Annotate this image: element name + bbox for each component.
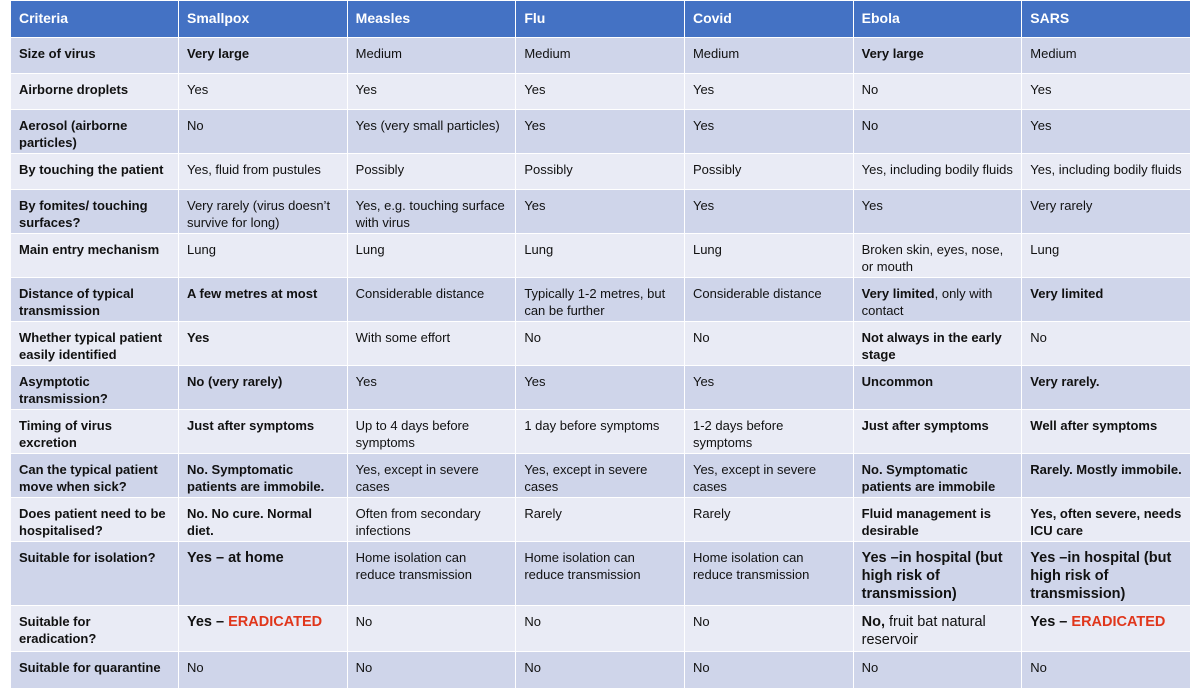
cell-text: No (187, 118, 204, 133)
table-header (11, 1, 1191, 38)
cell-smallpox (179, 322, 348, 366)
cell-measles (347, 74, 516, 110)
cell-measles (347, 322, 516, 366)
cell-measles (347, 542, 516, 606)
criteria-cell: Suitable for quarantine (11, 652, 179, 689)
cell-text: Home isolation can reduce transmission (692, 550, 810, 582)
cell-flu (516, 410, 685, 454)
cell-ebola (853, 542, 1022, 606)
header-ebola: Ebola (853, 1, 1022, 38)
cell-text: Medium (355, 46, 402, 61)
cell-text: Yes – (1030, 614, 1072, 630)
cell-text: No (1030, 330, 1047, 345)
cell-text: Lung (1030, 242, 1060, 257)
table-row (11, 154, 1191, 190)
cell-text: Yes (692, 198, 715, 213)
criteria-cell: Size of virus (11, 38, 179, 74)
cell-text: Yes (1030, 82, 1052, 97)
cell-text: No. Symptomatic patients are immobile (861, 462, 996, 494)
cell-ebola (853, 38, 1022, 74)
cell-text: Home isolation can reduce transmission (524, 550, 641, 582)
cell-ebola (853, 234, 1022, 278)
cell-text: Yes, except in severe cases (524, 462, 648, 494)
criteria-cell: Does patient need to be hospitalised? (11, 498, 179, 542)
cell-covid (684, 542, 853, 606)
cell-text: Lung (692, 242, 722, 257)
cell-covid (684, 366, 853, 410)
cell-text: Yes –in hospital (but high risk of transmission) (861, 550, 1003, 602)
comparison-table-container (10, 0, 1190, 689)
criteria-cell: Main entry mechanism (11, 234, 179, 278)
cell-smallpox (179, 606, 348, 652)
cell-sars (1022, 74, 1191, 110)
cell-sars (1022, 542, 1191, 606)
criteria-cell: Whether typical patient easily identified (11, 322, 179, 366)
header-criteria: Criteria (11, 1, 179, 38)
cell-sars (1022, 234, 1191, 278)
criteria-cell: Can the typical patient move when sick? (11, 454, 179, 498)
cell-measles (347, 38, 516, 74)
header-measles: Measles (347, 1, 516, 38)
cell-text: No (524, 614, 541, 629)
cell-text: Medium (524, 46, 571, 61)
cell-text: Medium (1030, 46, 1077, 61)
cell-measles (347, 606, 516, 652)
cell-ebola (853, 454, 1022, 498)
cell-measles (347, 234, 516, 278)
cell-measles (347, 110, 516, 154)
cell-text: No. No cure. Normal diet. (187, 506, 312, 538)
cell-text: Yes (355, 82, 377, 97)
cell-text: Often from secondary infections (355, 506, 481, 538)
cell-text: Yes –in hospital (but high risk of transmission) (1030, 550, 1172, 602)
cell-sars (1022, 278, 1191, 322)
criteria-cell: By touching the patient (11, 154, 179, 190)
cell-text: Very rarely (1030, 198, 1093, 213)
cell-covid (684, 234, 853, 278)
cell-text: No (692, 660, 710, 675)
cell-ebola (853, 498, 1022, 542)
table-row (11, 322, 1191, 366)
header-row (11, 1, 1191, 38)
cell-smallpox (179, 190, 348, 234)
table-row (11, 366, 1191, 410)
criteria-cell: Airborne droplets (11, 74, 179, 110)
cell-smallpox (179, 278, 348, 322)
cell-flu (516, 454, 685, 498)
cell-measles (347, 278, 516, 322)
table-row (11, 410, 1191, 454)
cell-smallpox (179, 38, 348, 74)
cell-text: Up to 4 days before symptoms (355, 418, 470, 450)
cell-text: Yes (very small particles) (355, 118, 500, 133)
criteria-cell: Timing of virus excretion (11, 410, 179, 454)
criteria-cell: By fomites/ touching surfaces? (11, 190, 179, 234)
cell-text: Yes (692, 82, 715, 97)
table-row (11, 110, 1191, 154)
cell-text: Yes, except in severe cases (692, 462, 817, 494)
cell-text: Uncommon (861, 374, 934, 389)
cell-text: Yes (355, 374, 377, 389)
cell-sars (1022, 454, 1191, 498)
cell-covid (684, 322, 853, 366)
table-row (11, 652, 1191, 689)
virus-comparison-table (10, 0, 1191, 689)
cell-text: Just after symptoms (861, 418, 989, 433)
cell-text: Yes, fluid from pustules (187, 162, 321, 177)
cell-measles (347, 190, 516, 234)
cell-text: Very rarely (virus doesn’t survive for long) (187, 198, 331, 230)
cell-sars (1022, 606, 1191, 652)
cell-text: Yes (861, 198, 883, 213)
cell-covid (684, 190, 853, 234)
cell-smallpox (179, 110, 348, 154)
cell-text: Yes, often severe, needs ICU care (1030, 506, 1182, 538)
cell-text: No (692, 614, 710, 629)
cell-covid (684, 110, 853, 154)
cell-text: Yes (187, 82, 209, 97)
criteria-cell: Distance of typical transmission (11, 278, 179, 322)
cell-text: A few metres at most (187, 286, 318, 301)
cell-text: Broken skin, eyes, nose, or mouth (861, 242, 1004, 274)
cell-text: Fluid management is desirable (861, 506, 991, 538)
cell-text: No (187, 660, 204, 675)
criteria-cell: Asymptotic transmission? (11, 366, 179, 410)
cell-text: Yes, including bodily fluids (861, 162, 1013, 177)
cell-covid (684, 410, 853, 454)
cell-flu (516, 190, 685, 234)
cell-text: Well after symptoms (1030, 418, 1158, 433)
cell-sars (1022, 110, 1191, 154)
cell-sars (1022, 652, 1191, 689)
cell-flu (516, 74, 685, 110)
cell-text: Typically 1-2 metres, but can be further (524, 286, 666, 318)
table-row (11, 498, 1191, 542)
cell-smallpox (179, 652, 348, 689)
cell-text: With some effort (355, 330, 451, 345)
header-covid: Covid (684, 1, 853, 38)
cell-ebola (853, 110, 1022, 154)
eradicated-label: ERADICATED (1071, 614, 1166, 630)
cell-measles (347, 154, 516, 190)
cell-text: Yes – at home (187, 550, 284, 566)
cell-smallpox (179, 366, 348, 410)
table-row (11, 234, 1191, 278)
cell-sars (1022, 498, 1191, 542)
cell-flu (516, 606, 685, 652)
cell-text: Very limited (1030, 286, 1104, 301)
cell-ebola (853, 154, 1022, 190)
cell-text: fruit bat natural reservoir (861, 614, 986, 648)
cell-text: No (861, 118, 879, 133)
cell-text: Yes (187, 330, 210, 345)
header-flu: Flu (516, 1, 685, 38)
cell-ebola (853, 652, 1022, 689)
cell-text: 1-2 days before symptoms (692, 418, 784, 450)
header-sars: SARS (1022, 1, 1191, 38)
table-row (11, 454, 1191, 498)
table-body (11, 38, 1191, 689)
cell-text: Rarely. Mostly immobile. (1030, 462, 1182, 477)
cell-sars (1022, 190, 1191, 234)
cell-text: Rarely (692, 506, 731, 521)
cell-text: No (very rarely) (187, 374, 283, 389)
cell-smallpox (179, 498, 348, 542)
cell-text: Considerable distance (355, 286, 485, 301)
cell-flu (516, 278, 685, 322)
cell-text: No (355, 614, 373, 629)
cell-covid (684, 38, 853, 74)
table-row (11, 278, 1191, 322)
cell-flu (516, 110, 685, 154)
cell-covid (684, 154, 853, 190)
header-smallpox: Smallpox (179, 1, 348, 38)
cell-text: Possibly (692, 162, 742, 177)
cell-flu (516, 366, 685, 410)
cell-text: Rarely (524, 506, 562, 521)
cell-measles (347, 454, 516, 498)
cell-text: Very large (861, 46, 924, 61)
cell-smallpox (179, 410, 348, 454)
cell-text: Very limited (861, 286, 935, 301)
cell-text: Yes (692, 118, 715, 133)
cell-text: Yes, except in severe cases (355, 462, 479, 494)
cell-text: Yes (524, 82, 546, 97)
cell-flu (516, 38, 685, 74)
cell-measles (347, 366, 516, 410)
cell-sars (1022, 322, 1191, 366)
cell-measles (347, 652, 516, 689)
cell-text: Not always in the early stage (861, 330, 1002, 362)
cell-text: Just after symptoms (187, 418, 315, 433)
criteria-cell: Suitable for isolation? (11, 542, 179, 606)
cell-smallpox (179, 454, 348, 498)
cell-text: Lung (187, 242, 216, 257)
cell-text: No (524, 660, 541, 675)
cell-text: Considerable distance (692, 286, 822, 301)
table-row (11, 38, 1191, 74)
cell-sars (1022, 154, 1191, 190)
cell-covid (684, 606, 853, 652)
cell-text: Possibly (524, 162, 573, 177)
cell-text: Very large (187, 46, 250, 61)
cell-text: Yes – (187, 614, 229, 630)
table-row (11, 190, 1191, 234)
cell-covid (684, 454, 853, 498)
eradicated-label: ERADICATED (228, 614, 323, 630)
cell-text: Yes, e.g. touching surface with virus (355, 198, 505, 230)
cell-text: Lung (355, 242, 385, 257)
cell-text: Yes (524, 118, 546, 133)
cell-flu (516, 498, 685, 542)
cell-text: , only with contact (861, 286, 993, 318)
table-row (11, 74, 1191, 110)
criteria-cell: Aerosol (airborne particles) (11, 110, 179, 154)
cell-covid (684, 498, 853, 542)
cell-covid (684, 278, 853, 322)
cell-text: Possibly (355, 162, 405, 177)
cell-flu (516, 542, 685, 606)
cell-text: No (861, 82, 879, 97)
cell-flu (516, 652, 685, 689)
cell-measles (347, 498, 516, 542)
cell-flu (516, 322, 685, 366)
cell-text: Lung (524, 242, 554, 257)
cell-text: No. Symptomatic patients are immobile. (187, 462, 325, 494)
cell-covid (684, 652, 853, 689)
cell-text: Very rarely. (1030, 374, 1100, 389)
cell-smallpox (179, 542, 348, 606)
cell-ebola (853, 190, 1022, 234)
cell-smallpox (179, 74, 348, 110)
cell-text: No (524, 330, 541, 345)
table-row (11, 606, 1191, 652)
cell-text: Yes, including bodily fluids (1030, 162, 1182, 177)
cell-text: No (692, 330, 710, 345)
cell-ebola (853, 278, 1022, 322)
cell-measles (347, 410, 516, 454)
cell-ebola (853, 74, 1022, 110)
cell-text: Yes (524, 198, 546, 213)
cell-text: No (1030, 660, 1047, 675)
cell-ebola (853, 366, 1022, 410)
cell-text: Yes (692, 374, 715, 389)
cell-text: Yes (524, 374, 546, 389)
cell-sars (1022, 410, 1191, 454)
cell-text: Medium (692, 46, 740, 61)
cell-text: Home isolation can reduce transmission (355, 550, 472, 582)
cell-flu (516, 154, 685, 190)
cell-smallpox (179, 154, 348, 190)
cell-ebola (853, 322, 1022, 366)
cell-text: 1 day before symptoms (524, 418, 660, 433)
criteria-cell: Suitable for eradication? (11, 606, 179, 652)
cell-ebola (853, 606, 1022, 652)
cell-text: Yes (1030, 118, 1052, 133)
cell-sars (1022, 366, 1191, 410)
cell-text: No, (861, 614, 885, 630)
table-row (11, 542, 1191, 606)
cell-covid (684, 74, 853, 110)
cell-smallpox (179, 234, 348, 278)
cell-text: No (861, 660, 879, 675)
cell-ebola (853, 410, 1022, 454)
cell-sars (1022, 38, 1191, 74)
cell-text: No (355, 660, 373, 675)
cell-flu (516, 234, 685, 278)
